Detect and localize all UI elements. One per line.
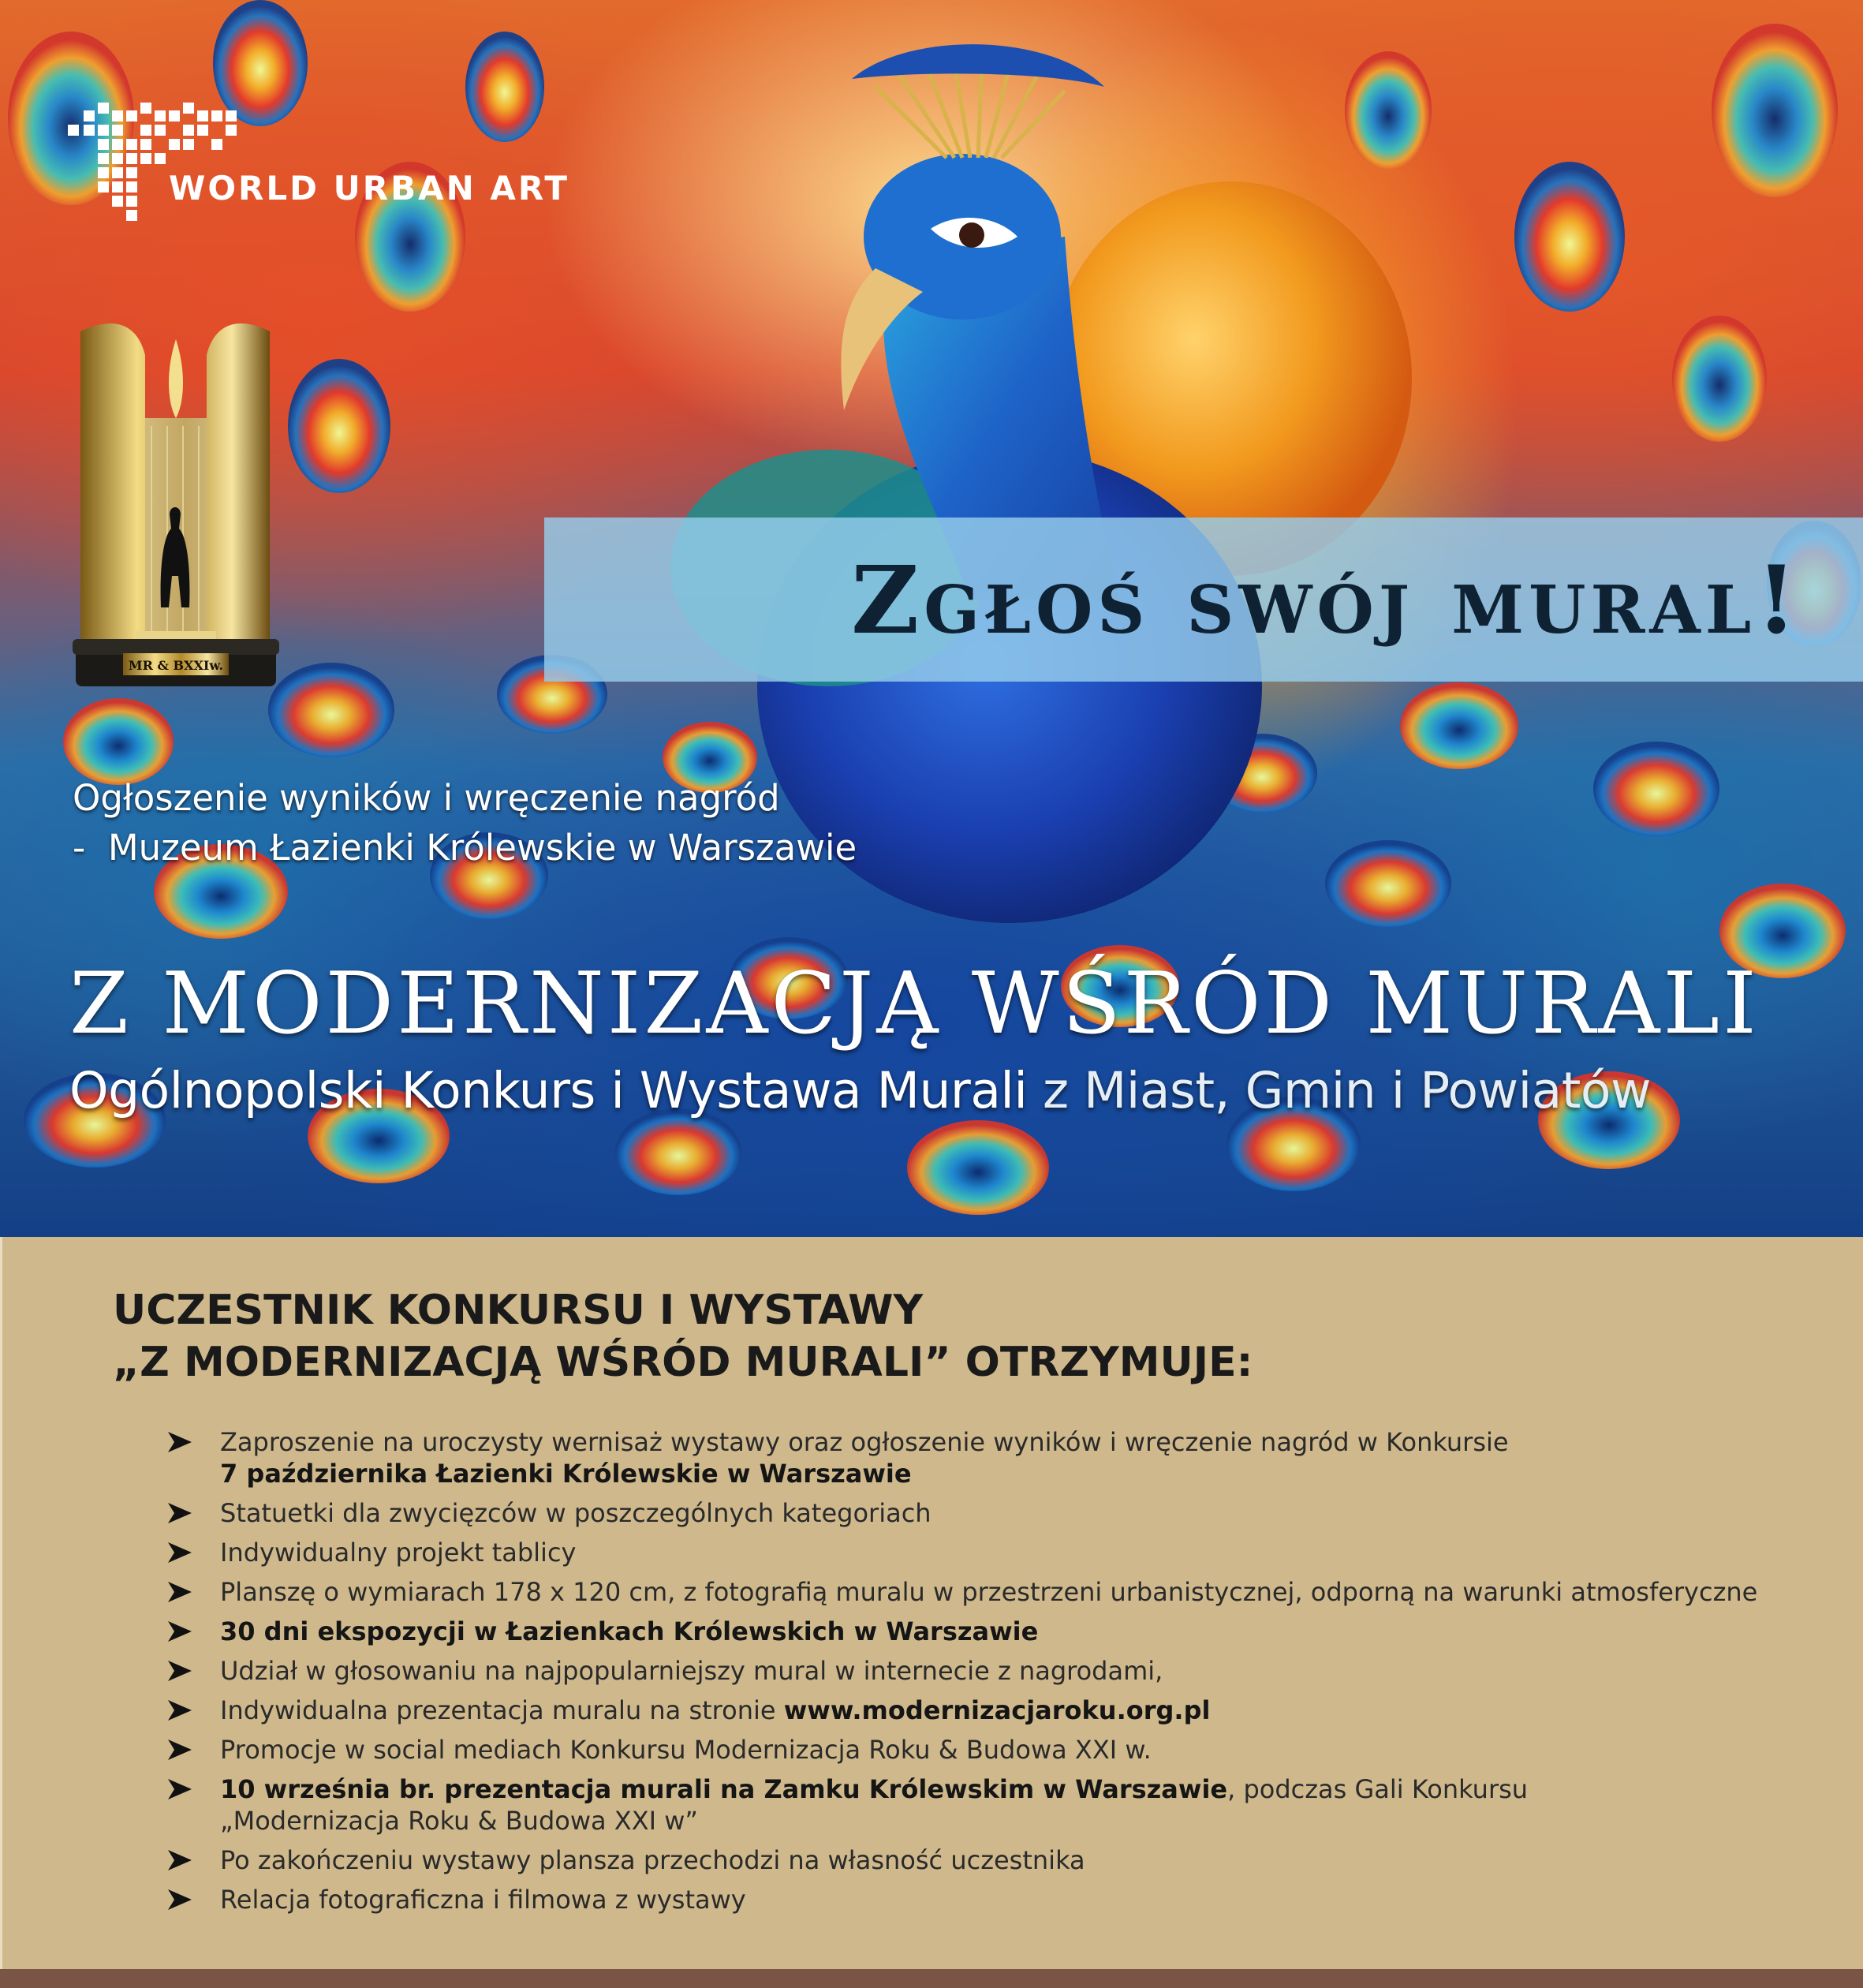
- logo-text: WORLD URBAN ART: [169, 169, 569, 207]
- results-announcement: [73, 773, 1019, 873]
- logo-pixel-grid-icon: [68, 103, 249, 229]
- cta-banner: [544, 518, 1863, 682]
- info-heading-line-2: „Z MODERNIZACJĄ WŚRÓD MURALI” OTRZYMUJE:: [113, 1339, 1253, 1386]
- list-item: Indywidualny projekt tablicy: [165, 1537, 1821, 1568]
- list-item: Relacja fotograficzna i filmowa z wystawy: [165, 1884, 1821, 1915]
- benefits-list: [165, 1426, 1821, 1923]
- arrow-bullet-icon: [168, 1542, 192, 1563]
- arrow-bullet-icon: [168, 1582, 192, 1602]
- arrow-bullet-icon: [168, 1621, 192, 1642]
- subtitle-bold: Ogólnopolski Konkurs i Wystawa Murali: [69, 1062, 1028, 1119]
- arrow-bullet-icon: [168, 1779, 192, 1799]
- list-item: Zaproszenie na uroczysty wernisaż wystawy oraz ogłoszenie wyników i wręczenie nagród w Konkursie 7 października Łazienki Królewskie w Warszawie: [165, 1426, 1821, 1489]
- bottom-bar: [0, 1969, 1863, 1988]
- list-item: Statuetki dla zwycięzców w poszczególnych kategoriach: [165, 1497, 1821, 1529]
- list-item: Promocje w social mediach Konkursu Modernizacja Roku & Budowa XXI w.: [165, 1734, 1821, 1766]
- arrow-bullet-icon: [168, 1661, 192, 1681]
- info-panel: [0, 1237, 1863, 1969]
- trophy-statuette-icon: [73, 308, 279, 694]
- world-urban-art-logo: [68, 103, 569, 237]
- arrow-bullet-icon: [168, 1432, 192, 1452]
- subtitle-light: z Miast, Gmin i Powiatów: [1027, 1062, 1651, 1119]
- arrow-bullet-icon: [168, 1700, 192, 1721]
- list-item: Udział w głosowaniu na najpopularniejszy mural w internecie z nagrodami,: [165, 1655, 1821, 1687]
- arrow-bullet-icon: [168, 1740, 192, 1760]
- website-link[interactable]: www.modernizacjaroku.org.pl: [783, 1695, 1211, 1725]
- arrow-bullet-icon: [168, 1850, 192, 1870]
- list-item: 10 września br. prezentacja murali na Zamku Królewskim w Warszawie, podczas Gali Konkursu „Modernizacja Roku & Budowa XXI w”: [165, 1773, 1821, 1837]
- main-title: Z MODERNIZACJĄ WŚRÓD MURALI: [69, 955, 1760, 1053]
- list-item: Indywidualna prezentacja muralu na stronie www.modernizacjaroku.org.pl: [165, 1695, 1821, 1726]
- cta-headline: Zgłoś swój mural!: [851, 544, 1801, 655]
- list-item: 30 dni ekspozycji w Łazienkach Królewskich w Warszawie: [165, 1616, 1821, 1647]
- list-item: Planszę o wymiarach 178 x 120 cm, z fotografią muralu w przestrzeni urbanistycznej, odporną na warunki atmosferyczne: [165, 1576, 1821, 1608]
- arrow-bullet-icon: [168, 1503, 192, 1523]
- info-heading-line-1: UCZESTNIK KONKURSU I WYSTAWY: [113, 1287, 924, 1334]
- info-heading: [113, 1284, 1611, 1388]
- subtitle: [69, 1062, 1828, 1119]
- results-line-2: - Muzeum Łazienki Królewskie w Warszawie: [73, 827, 857, 869]
- arrow-bullet-icon: [168, 1889, 192, 1910]
- list-item: Po zakończeniu wystawy plansza przechodzi na własność uczestnika: [165, 1844, 1821, 1876]
- results-line-1: Ogłoszenie wyników i wręczenie nagród: [73, 777, 780, 819]
- trophy-plaque-text: MR & BXXIw.: [128, 658, 224, 673]
